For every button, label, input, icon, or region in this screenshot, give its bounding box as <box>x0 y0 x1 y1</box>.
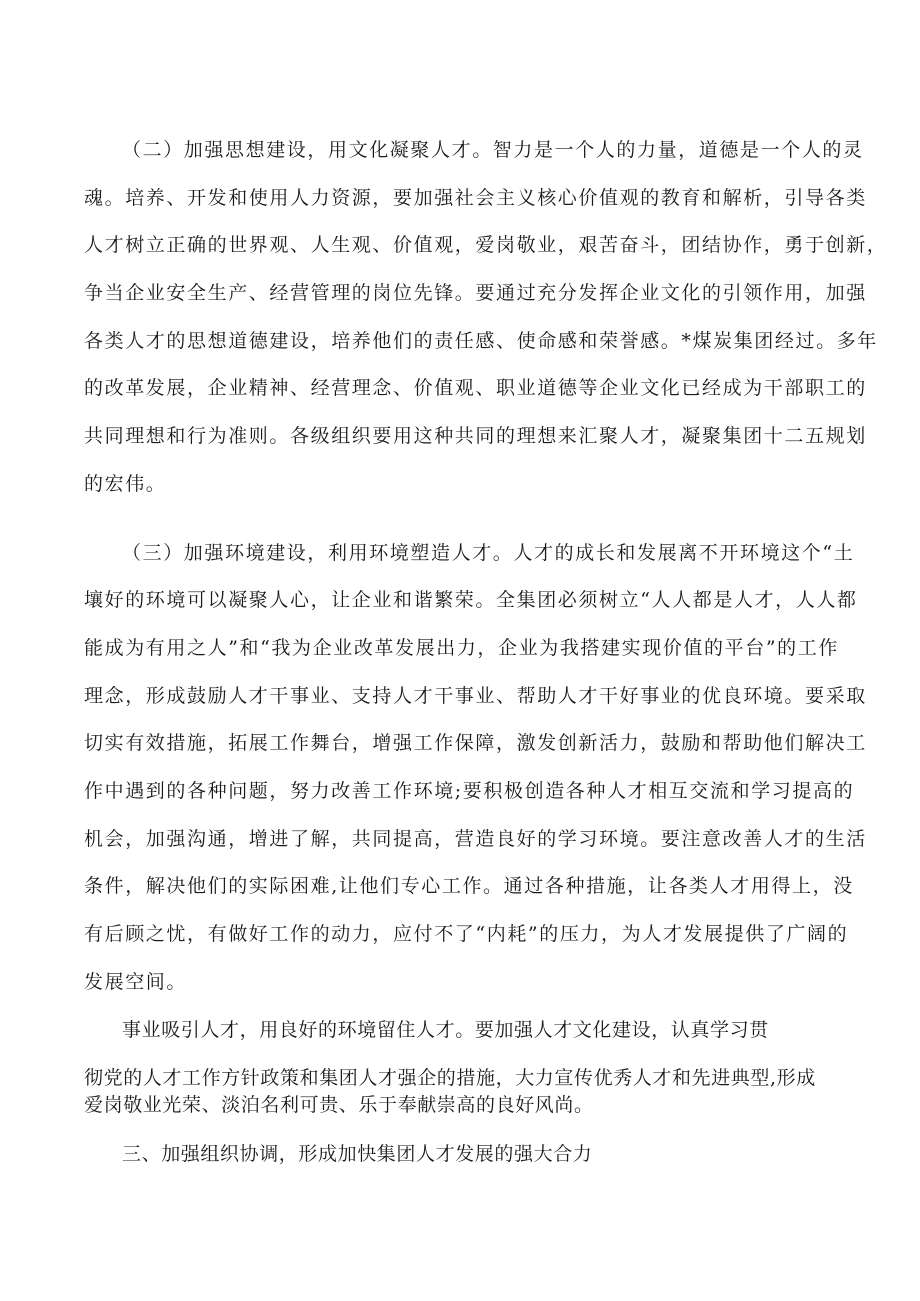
attract-line-3: 爱岗敬业光荣、淡泊名利可贵、乐于奉献崇高的良好风尚。 <box>84 1094 594 1116</box>
section2-line-4: 争当企业安全生产、经营管理的岗位先锋。要通过充分发挥企业文化的引领作用，加强 <box>84 282 867 304</box>
section3-line-6: 作中遇到的各种问题，努力改善工作环境;要积极创造各种人才相互交流和学习提高的 <box>84 780 855 802</box>
section3-line-4: 理念，形成鼓励人才干事业、支持人才干事业、帮助人才干好事业的优良环境。要采取 <box>84 685 867 707</box>
attract-line-1: 事业吸引人才，用良好的环境留住人才。要加强人才文化建设，认真学习贯 <box>122 1019 769 1041</box>
section3-line-2: 壤好的环境可以凝聚人心，让企业和谐繁荣。全集团必须树立“人人都是人才，人人都 <box>84 589 858 611</box>
section3-line-1: （三）加强环境建设，利用环境塑造人才。人才的成长和发展离不开环境这个“土 <box>122 542 855 564</box>
section2-line-3: 人才树立正确的世界观、人生观、价值观，爱岗敬业，艰苦奋斗，团结协作，勇于创新， <box>84 234 888 256</box>
heading-three: 三、加强组织协调，形成加快集团人才发展的强大合力 <box>122 1143 593 1165</box>
section2-line-1: （二）加强思想建设，用文化凝聚人才。智力是一个人的力量，道德是一个人的灵 <box>122 139 864 161</box>
section2-line-8: 的宏伟。 <box>84 473 167 495</box>
section3-line-3: 能成为有用之人”和“我为企业改革发展出力，企业为我搭建实现价值的平台”的工作 <box>84 637 839 659</box>
attract-line-2: 彻党的人才工作方针政策和集团人才强企的措施，大力宣传优秀人才和先进典型,形成 <box>84 1067 816 1089</box>
section3-line-5: 切实有效措施，拓展工作舞台，增强工作保障，激发创新活力，鼓励和帮助他们解决工 <box>84 732 867 754</box>
section2-line-2: 魂。培养、开发和使用人力资源，要加强社会主义核心价值观的教育和解析，引导各类 <box>84 187 867 209</box>
section3-line-9: 有后顾之忧，有做好工作的动力，应付不了“内耗”的压力，为人才发展提供了广阔的 <box>84 923 849 945</box>
section2-line-6: 的改革发展，企业精神、经营理念、价值观、职业道德等企业文化已经成为干部职工的 <box>84 377 867 399</box>
section2-line-7: 共同理想和行为准则。各级组织要用这种共同的理想来汇聚人才，凝聚集团十二五规划 <box>84 425 867 447</box>
section3-line-7: 机会，加强沟通，增进了解，共同提高，营造良好的学习环境。要注意改善人才的生活 <box>84 828 867 850</box>
section3-line-8: 条件，解决他们的实际困难,让他们专心工作。通过各种措施，让各类人才用得上，没 <box>84 875 854 897</box>
section2-line-5: 各类人才的思想道德建设，培养他们的责任感、使命感和荣誉感。*煤炭集团经过。多年 <box>84 330 878 352</box>
section3-line-10: 发展空间。 <box>84 971 188 993</box>
